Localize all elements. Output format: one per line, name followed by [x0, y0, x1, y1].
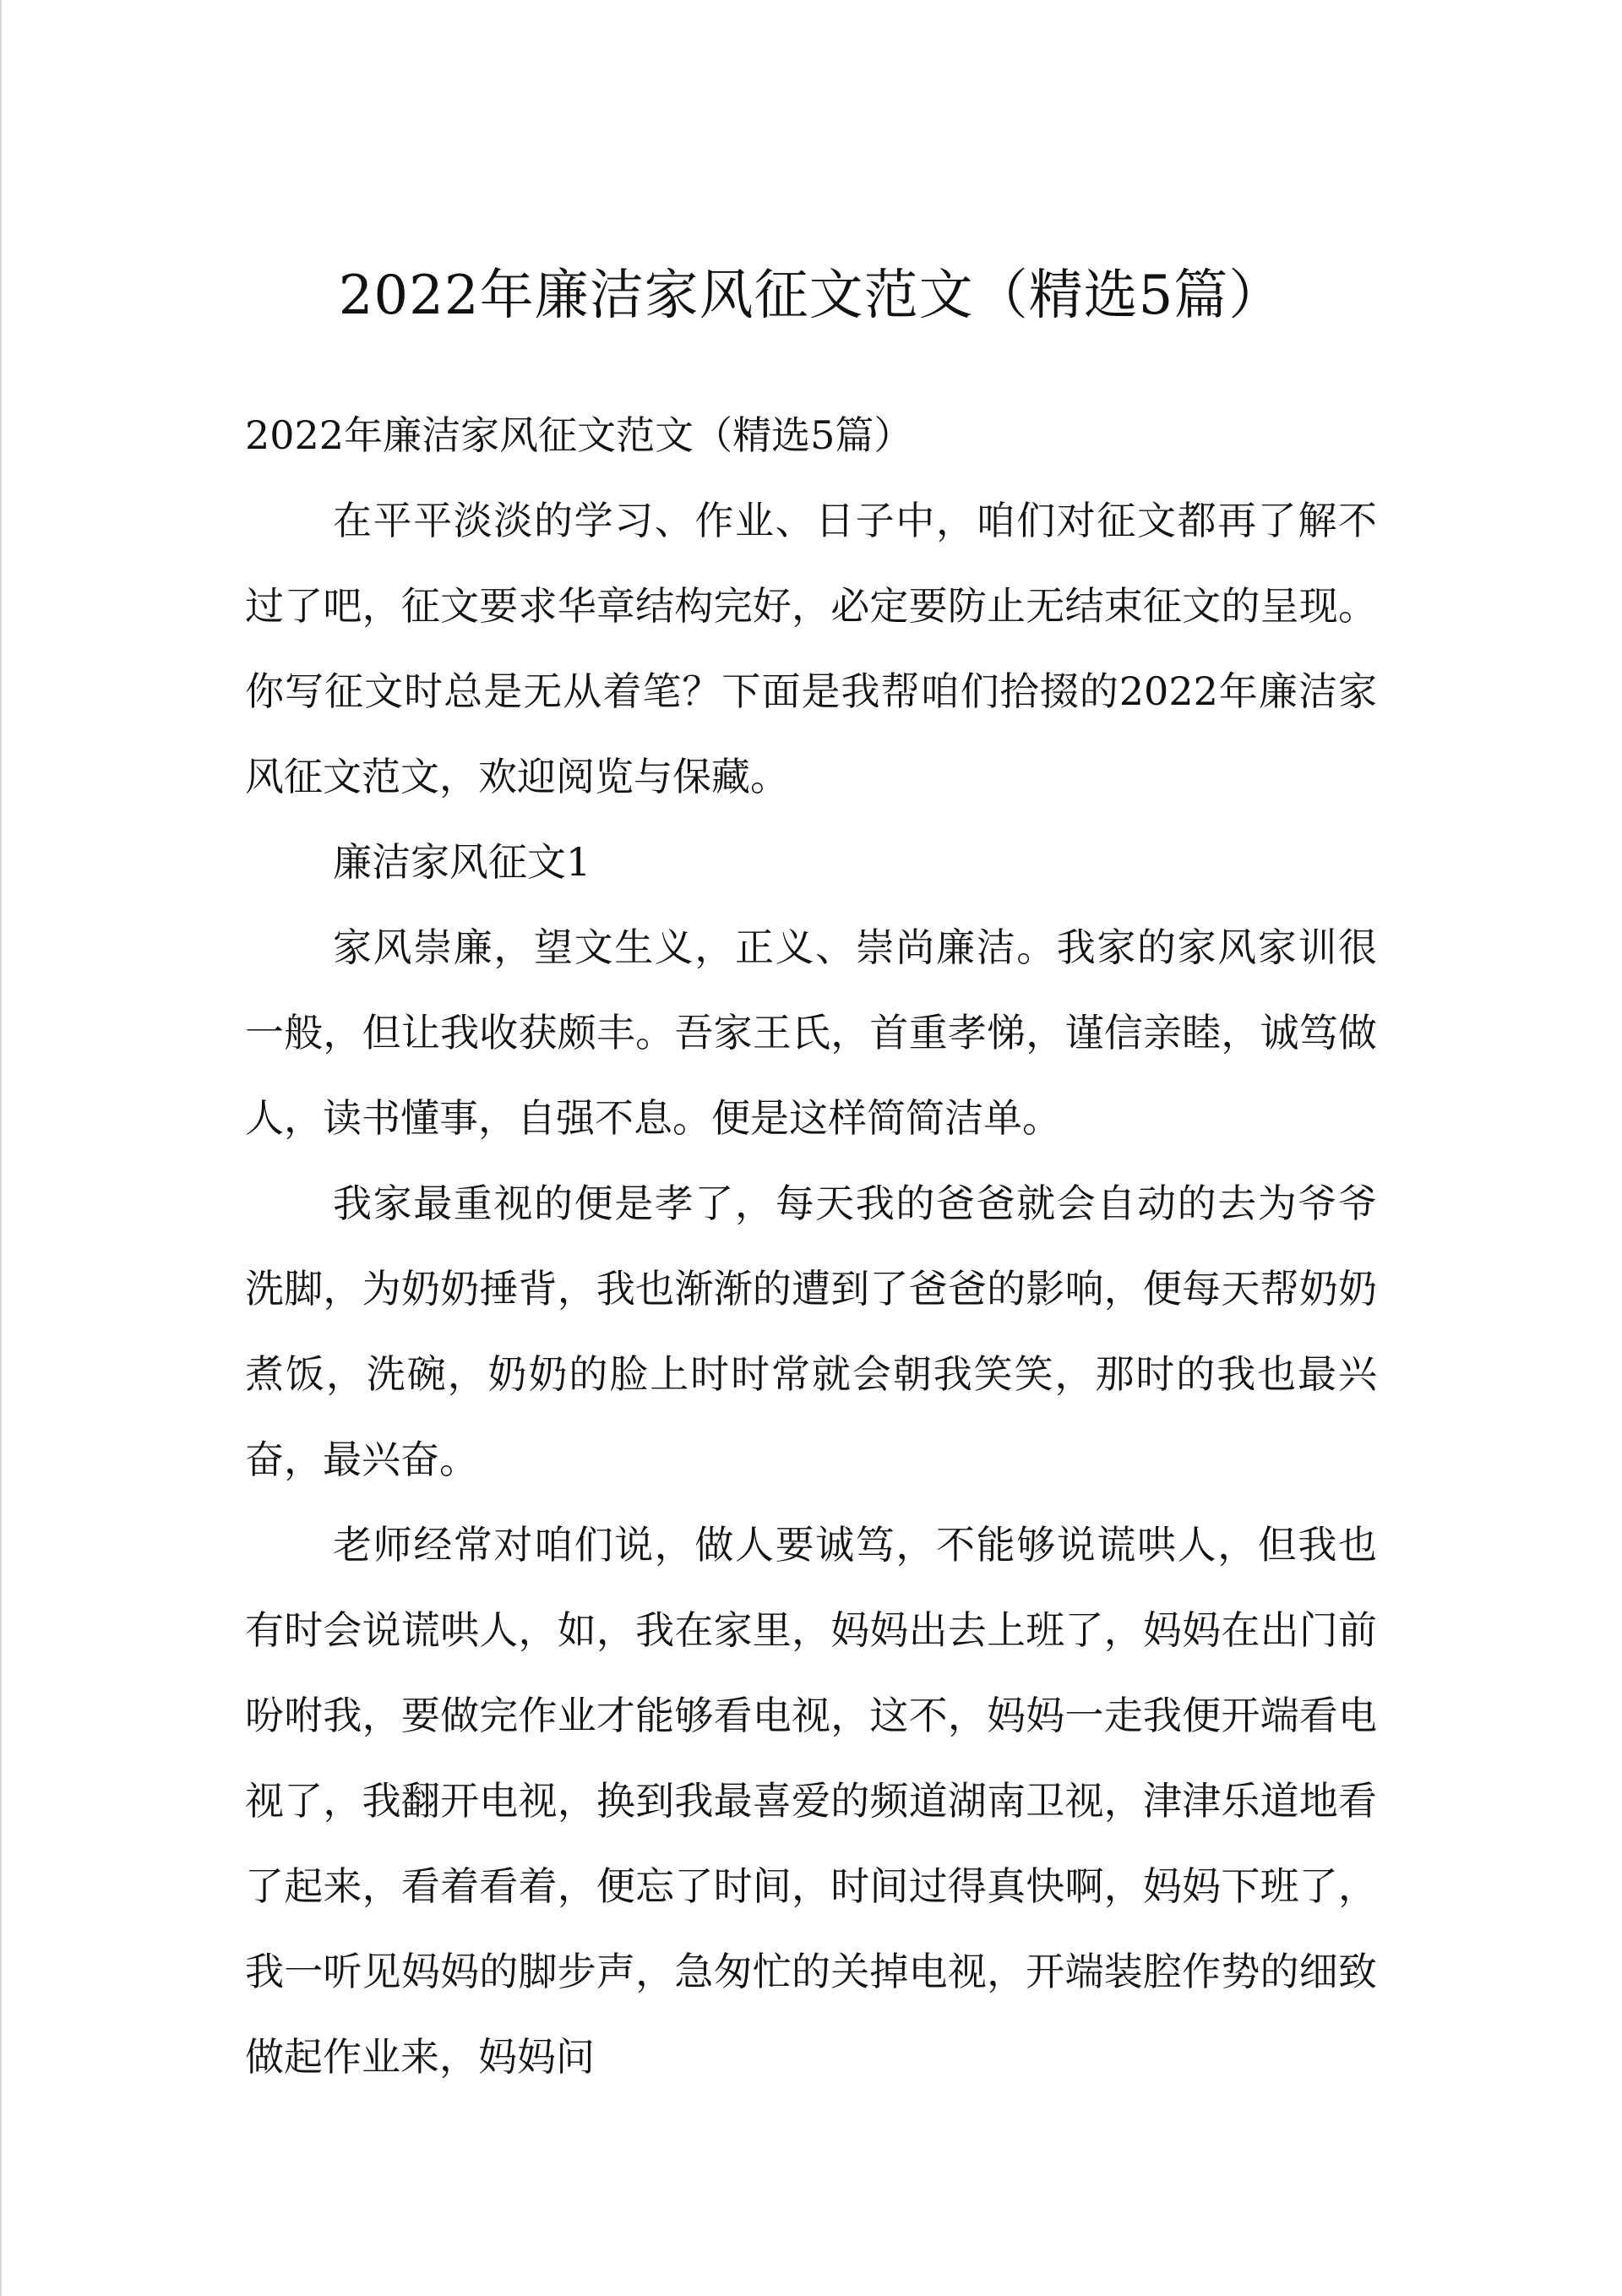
section-heading: 廉洁家风征文1: [333, 839, 591, 885]
paragraph: 老师经常对咱们说，做人要诚笃，不能够说谎哄人，但我也有时会说谎哄人，如，我在家里，妈妈出去上班了，妈妈在出门前吩咐我，要做完作业才能够看电视，这不，妈妈一走我便开端看电视了，我翻开电视，换到我最喜爱的频道湖南卫视，津津乐道地看了起来，看着看着，便忘了时间，时间过得真快啊，妈妈下班了，我一听见妈妈的脚步声，急匆忙的关掉电视，开端装腔作势的细致做起作业来，妈妈问: [245, 1522, 1377, 2080]
document-subtitle: 2022年廉洁家风征文范文（精选5篇）: [245, 412, 913, 458]
paragraph-intro: 在平平淡淡的学习、作业、日子中，咱们对征文都再了解不过了吧，征文要求华章结构完好，必定要防止无结束征文的呈现。你写征文时总是无从着笔？下面是我帮咱们拾掇的2022年廉洁家风征文范文，欢迎阅览与保藏。: [245, 498, 1377, 799]
paragraph: 家风崇廉，望文生义，正义、崇尚廉洁。我家的家风家训很一般，但让我收获颇丰。吾家王氏，首重孝悌，谨信亲睦，诚笃做人，读书懂事，自强不息。便是这样简简洁单。: [245, 924, 1377, 1141]
document-title: 2022年廉洁家风征文范文（精选5篇）: [338, 265, 1284, 327]
paragraph: 我家最重视的便是孝了，每天我的爸爸就会自动的去为爷爷洗脚，为奶奶捶背，我也渐渐的遭到了爸爸的影响，便每天帮奶奶煮饭，洗碗，奶奶的脸上时时常就会朝我笑笑，那时的我也最兴奋，最兴奋。: [245, 1181, 1377, 1482]
document-body: [245, 393, 1377, 2100]
